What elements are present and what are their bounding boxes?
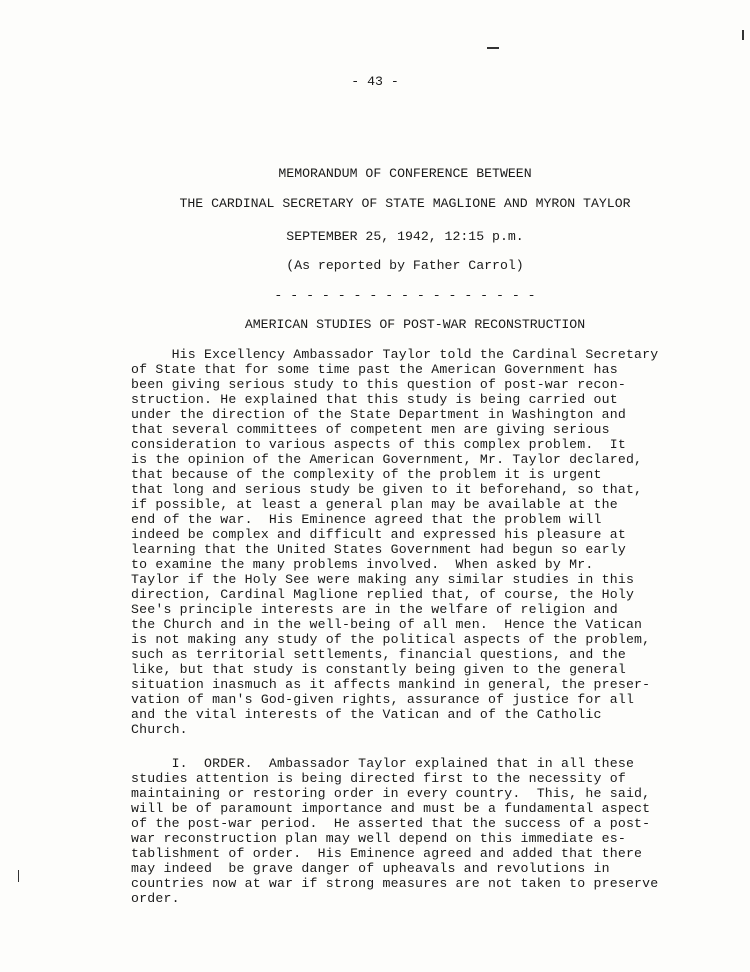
text-line: learning that the United States Government had begun so early <box>131 542 626 557</box>
text-line: vation of man's God-given rights, assurance of justice for all <box>131 692 635 707</box>
separator-line: - - - - - - - - - - - - - - - - - <box>274 288 536 303</box>
text-line: to examine the many problems involved. When asked by Mr. <box>131 557 594 572</box>
text-line: like, but that study is constantly being given to the general <box>131 662 626 677</box>
text-line: and the vital interests of the Vatican and of the Catholic <box>131 707 602 722</box>
scan-mark-top <box>487 47 499 49</box>
memo-title-line-1: MEMORANDUM OF CONFERENCE BETWEEN <box>278 166 532 181</box>
text-line: studies attention is being directed first to the necessity of <box>131 771 626 786</box>
text-line: will be of paramount importance and must be a fundamental aspect <box>131 801 651 816</box>
scan-mark-right-edge <box>742 30 744 40</box>
text-line: of the post-war period. He asserted that the success of a post- <box>131 816 651 831</box>
text-line: been giving serious study to this question of post-war recon- <box>131 377 626 392</box>
text-line: See's principle interests are in the welfare of religion and <box>131 602 618 617</box>
memo-title-line-2: THE CARDINAL SECRETARY OF STATE MAGLIONE AND MYRON TAYLOR <box>179 196 631 211</box>
text-line: His Excellency Ambassador Taylor told the Cardinal Secretary <box>131 347 659 362</box>
text-line: is not making any study of the political aspects of the problem, <box>131 632 651 647</box>
page-number: - 43 - <box>351 74 399 89</box>
text-line: consideration to various aspects of this complex problem. It <box>131 437 626 452</box>
text-line: Taylor if the Holy See were making any similar studies in this <box>131 572 635 587</box>
text-line: is the opinion of the American Government, Mr. Taylor declared, <box>131 452 643 467</box>
text-line: if possible, at least a general plan may be available at the <box>131 497 618 512</box>
text-line: Church. <box>131 722 188 737</box>
memo-date: SEPTEMBER 25, 1942, 12:15 p.m. <box>286 229 524 244</box>
text-line: countries now at war if strong measures are not taken to preserve <box>131 876 659 891</box>
text-line: maintaining or restoring order in every country. This, he said, <box>131 786 651 801</box>
text-line: the Church and in the well-being of all men. Hence the Vatican <box>131 617 643 632</box>
text-line: order. <box>131 891 180 906</box>
text-line: struction. He explained that this study is being carried out <box>131 392 618 407</box>
text-line: may indeed be grave danger of upheavals and revolutions in <box>131 861 610 876</box>
text-line: that several committees of competent men are giving serious <box>131 422 610 437</box>
text-line: war reconstruction plan may well depend on this immediate es- <box>131 831 626 846</box>
text-line: of State that for some time past the American Government has <box>131 362 618 377</box>
text-line: under the direction of the State Department in Washington and <box>131 407 626 422</box>
text-line: end of the war. His Eminence agreed that the problem will <box>131 512 602 527</box>
text-line: I. ORDER. Ambassador Taylor explained that in all these <box>131 756 635 771</box>
text-line: tablishment of order. His Eminence agreed and added that there <box>131 846 643 861</box>
section-heading: AMERICAN STUDIES OF POST-WAR RECONSTRUCTION <box>244 317 586 332</box>
text-line: indeed be complex and difficult and expressed his pleasure at <box>131 527 626 542</box>
reported-by: (As reported by Father Carrol) <box>286 258 524 273</box>
text-line: that because of the complexity of the problem it is urgent <box>131 467 602 482</box>
scan-mark-left-margin <box>18 870 19 882</box>
text-line: that long and serious study be given to it beforehand, so that, <box>131 482 643 497</box>
text-line: situation inasmuch as it affects mankind in general, the preser- <box>131 677 651 692</box>
text-line: such as territorial settlements, financial questions, and the <box>131 647 626 662</box>
text-line: direction, Cardinal Maglione replied that, of course, the Holy <box>131 587 635 602</box>
